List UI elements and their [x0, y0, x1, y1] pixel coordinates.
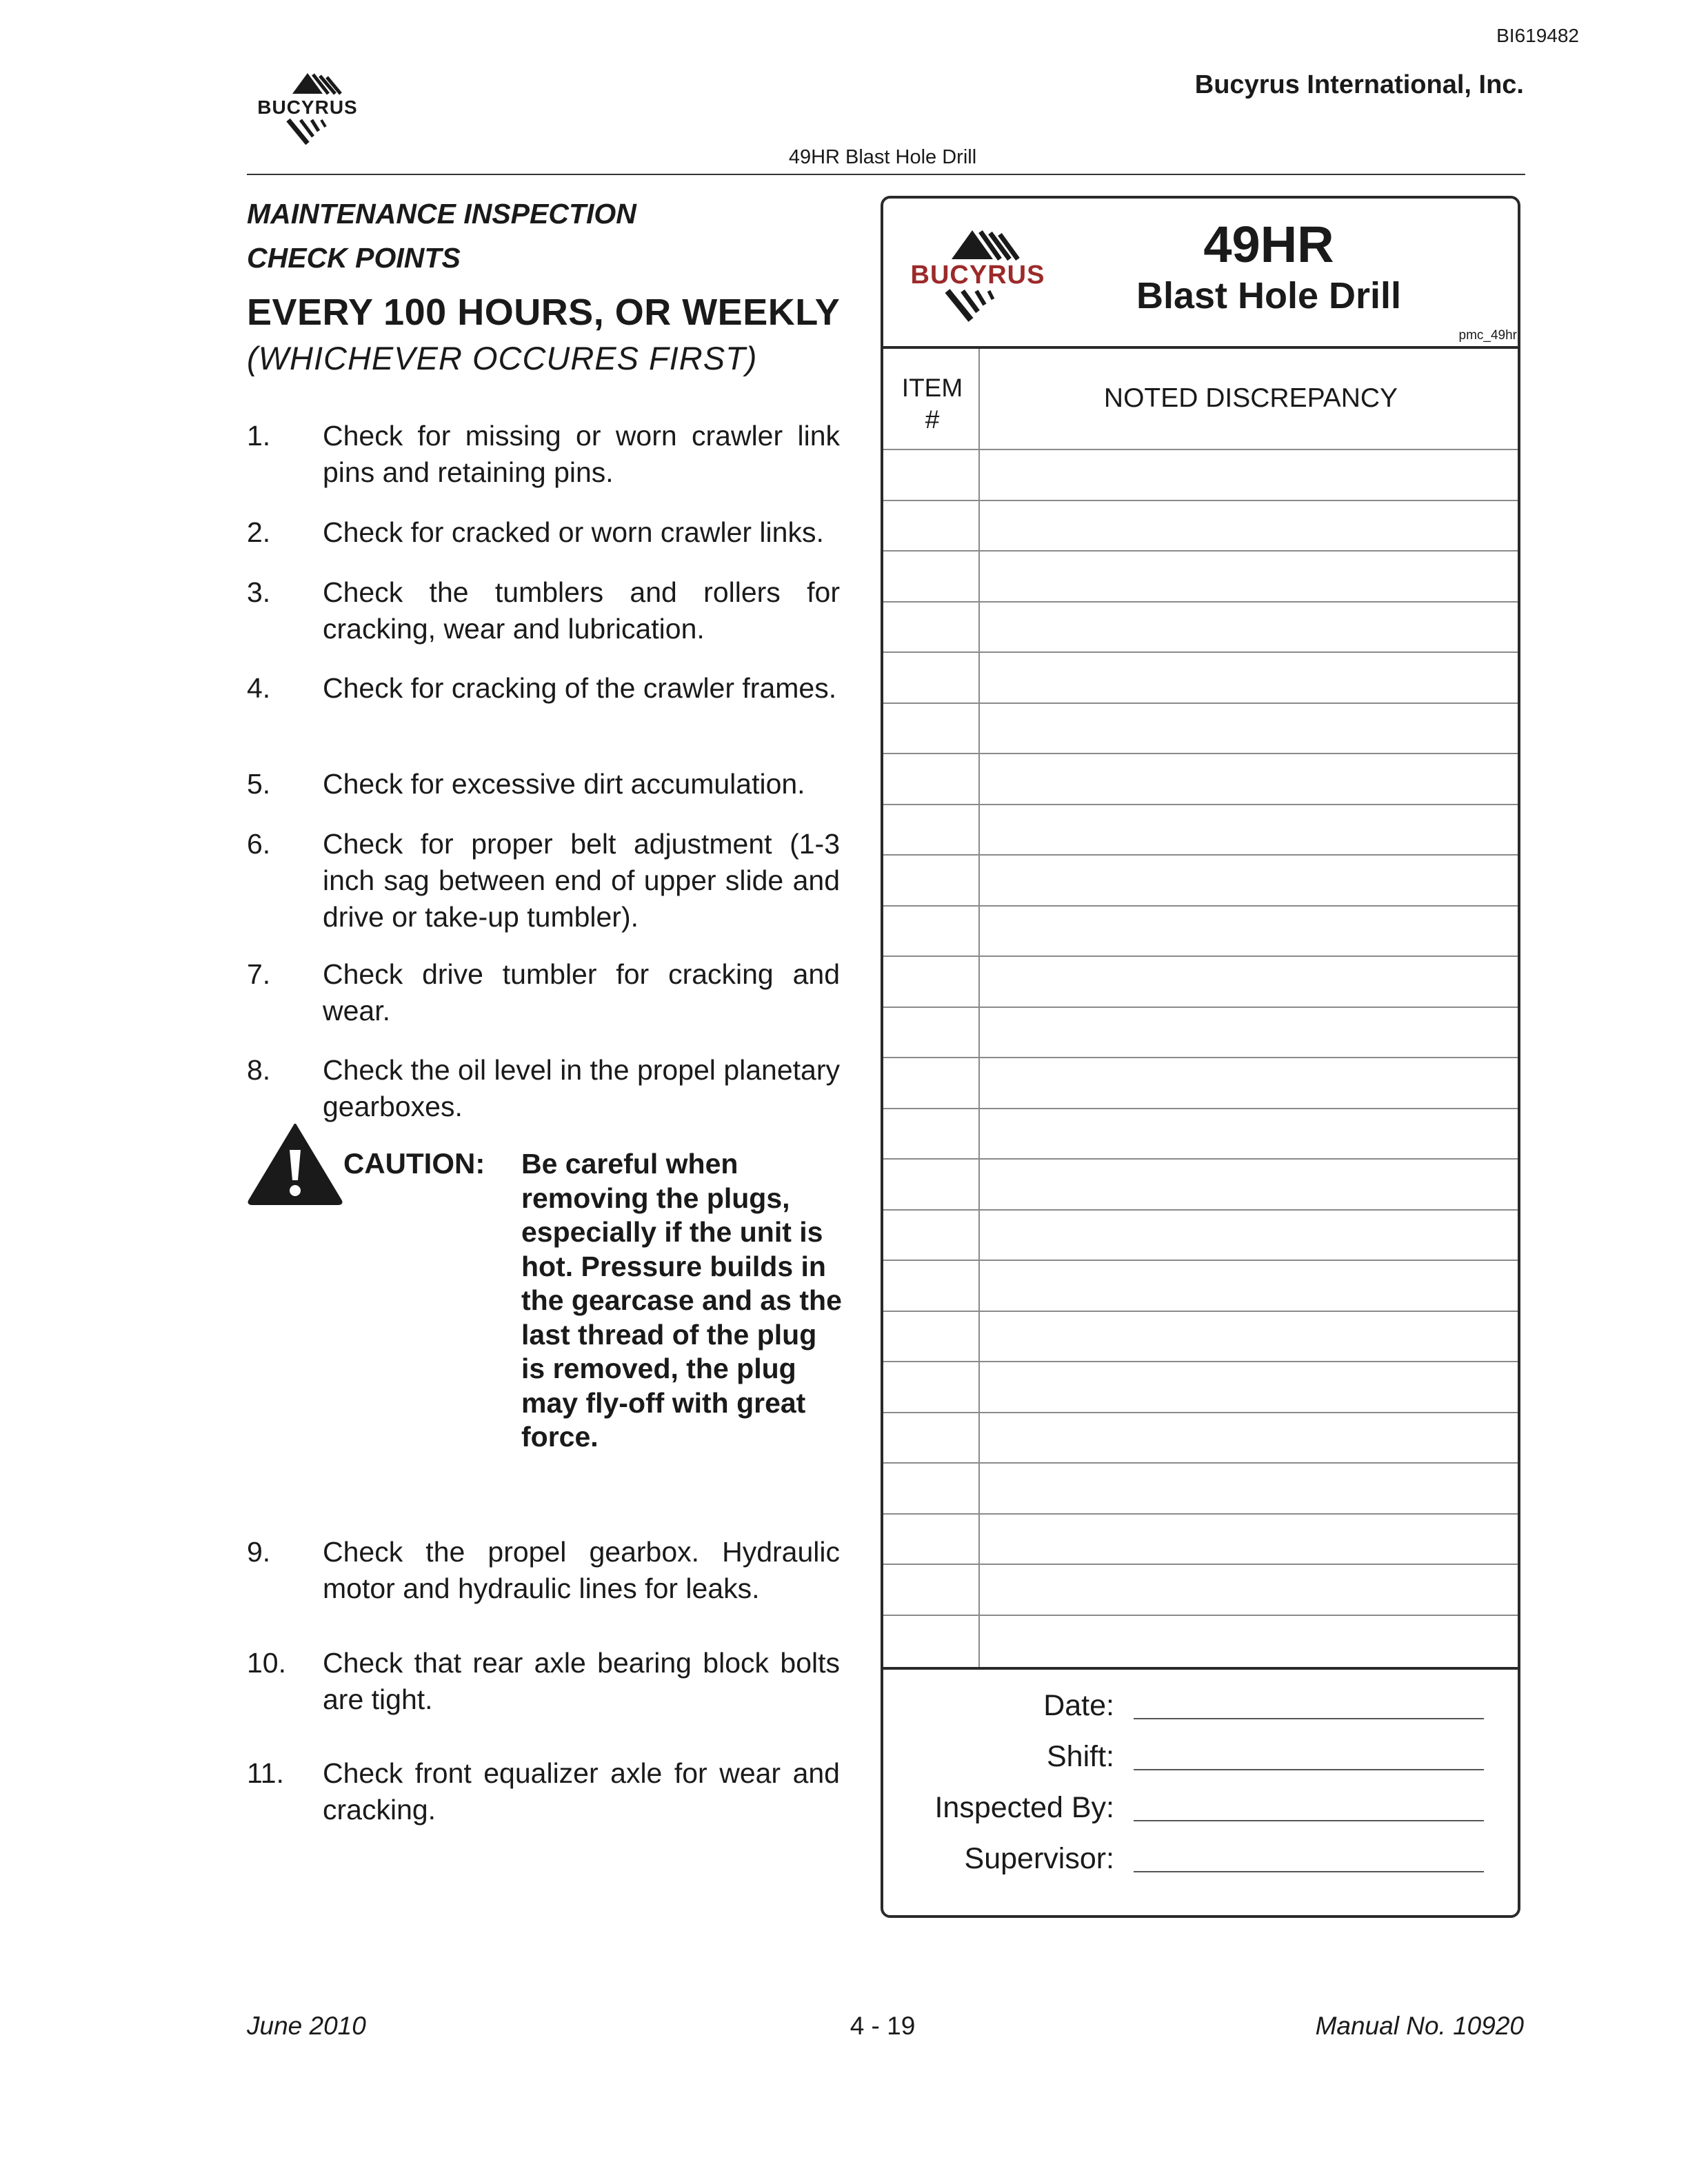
form-header-divider [881, 346, 1520, 349]
table-row-line [883, 1158, 1518, 1160]
item-text: Check that rear axle bearing block bolts are tight. [323, 1647, 840, 1715]
table-row-line [883, 1513, 1518, 1515]
manual-number: Manual No. 10920 [1315, 2012, 1524, 2040]
check-item [247, 574, 840, 647]
warning-icon [247, 1122, 343, 1205]
bucyrus-logo [247, 69, 368, 152]
caution-label: CAUTION: [343, 1147, 485, 1180]
item-text: Check front equalizer axle for wear and cracking. [323, 1757, 840, 1826]
item-number: 4. [247, 672, 271, 704]
item-number: 10. [247, 1647, 286, 1679]
table-row-line [883, 804, 1518, 805]
item-text: Check the propel gearbox. Hydraulic motor and hydraulic lines for leaks. [323, 1536, 840, 1604]
table-row-line [883, 1412, 1518, 1413]
check-item [247, 1755, 840, 1828]
item-number: 1. [247, 420, 271, 452]
table-row-line [883, 702, 1518, 704]
column-header-item [884, 372, 981, 436]
form-logo-wordmark: BUCYRUS [910, 261, 1045, 290]
item-number: 3. [247, 576, 271, 608]
inspected-by-field[interactable] [1134, 1820, 1484, 1821]
column-header-item-line1: ITEM [901, 374, 963, 402]
column-header-discrepancy: NOTED DISCREPANCY [1103, 383, 1398, 413]
item-text: Check for proper belt adjustment (1-3 inch sag between end of upper slide and drive or take-up tumbler). [323, 828, 840, 933]
item-text: Check the tumblers and rollers for cracking, wear and lubrication. [323, 576, 840, 645]
table-row-line [883, 651, 1518, 653]
date-field[interactable] [1134, 1718, 1484, 1719]
table-row-line [883, 1462, 1518, 1464]
item-text: Check for excessive dirt accumulation. [323, 768, 805, 800]
column-divider [978, 349, 980, 1667]
section-title-line2: CHECK POINTS [247, 242, 461, 274]
section-title [247, 192, 636, 280]
table-row-line [883, 905, 1518, 907]
table-row-line [883, 1057, 1518, 1058]
form-code: pmc_49hr [1458, 328, 1517, 343]
item-text: Check for cracking of the crawler frames. [323, 672, 837, 704]
item-number: 11. [247, 1757, 284, 1789]
item-text: Check drive tumbler for cracking and wear. [323, 958, 840, 1027]
footer-date: June 2010 [247, 2012, 366, 2040]
item-number: 2. [247, 516, 271, 548]
interval-note: (WHICHEVER OCCURES FIRST) [247, 340, 758, 376]
check-item [247, 766, 840, 802]
item-number: 6. [247, 828, 271, 860]
supervisor-field[interactable] [1134, 1871, 1484, 1872]
shift-label: Shift: [1047, 1740, 1114, 1773]
table-row-line [883, 1311, 1518, 1312]
table-row-line [883, 753, 1518, 754]
document-id: BI619482 [1496, 25, 1579, 46]
table-row-line [883, 1361, 1518, 1362]
company-name: Bucyrus International, Inc. [1194, 70, 1524, 99]
page-number: 4 - 19 [850, 2012, 916, 2040]
table-row-line [883, 500, 1518, 501]
table-row-line [883, 1564, 1518, 1565]
table-row-line [883, 956, 1518, 957]
item-number: 8. [247, 1054, 271, 1086]
caution-text: Be careful when removing the plugs, especially if the unit is hot. Pressure builds in the gearcase and as the last thread of the plug is removed, the plug may fly-off with great force. [521, 1148, 842, 1453]
check-item [247, 1052, 840, 1125]
table-row-line [883, 1007, 1518, 1008]
table-row-line [883, 550, 1518, 552]
inspected-by-label: Inspected By: [934, 1791, 1114, 1824]
item-number: 7. [247, 958, 271, 990]
logo-wordmark: BUCYRUS [257, 97, 358, 118]
shift-field[interactable] [1134, 1769, 1484, 1770]
column-header-item-line2: # [925, 405, 940, 434]
header-divider [247, 174, 1525, 175]
form-model: 49HR [1203, 216, 1334, 273]
item-number: 9. [247, 1536, 271, 1568]
check-item [247, 418, 840, 491]
check-item [247, 826, 840, 936]
table-row-line [883, 449, 1518, 450]
table-row-line [883, 1260, 1518, 1261]
interval-heading: EVERY 100 HOURS, OR WEEKLY [247, 292, 841, 333]
form-machine-name: Blast Hole Drill [1136, 275, 1402, 316]
table-row-line [883, 1108, 1518, 1109]
check-item [247, 1645, 840, 1718]
page-subtitle: 49HR Blast Hole Drill [788, 146, 977, 168]
table-row-line [883, 1209, 1518, 1211]
check-item [247, 514, 840, 551]
check-item [247, 1534, 840, 1607]
table-row-line [883, 601, 1518, 603]
check-item [247, 956, 840, 1029]
item-text: Check for cracked or worn crawler links. [323, 516, 824, 548]
item-text: Check for missing or worn crawler link pins and retaining pins. [323, 420, 840, 488]
table-row-line [883, 854, 1518, 856]
item-number: 5. [247, 768, 271, 800]
supervisor-label: Supervisor: [964, 1842, 1114, 1875]
date-label: Date: [1043, 1689, 1114, 1722]
item-text: Check the oil level in the propel planetary gearboxes. [323, 1054, 840, 1122]
section-title-line1: MAINTENANCE INSPECTION [247, 198, 636, 230]
check-item [247, 670, 840, 707]
table-row-line [883, 1615, 1518, 1616]
form-bucyrus-logo [896, 228, 1055, 324]
form-signature-divider [881, 1667, 1520, 1670]
